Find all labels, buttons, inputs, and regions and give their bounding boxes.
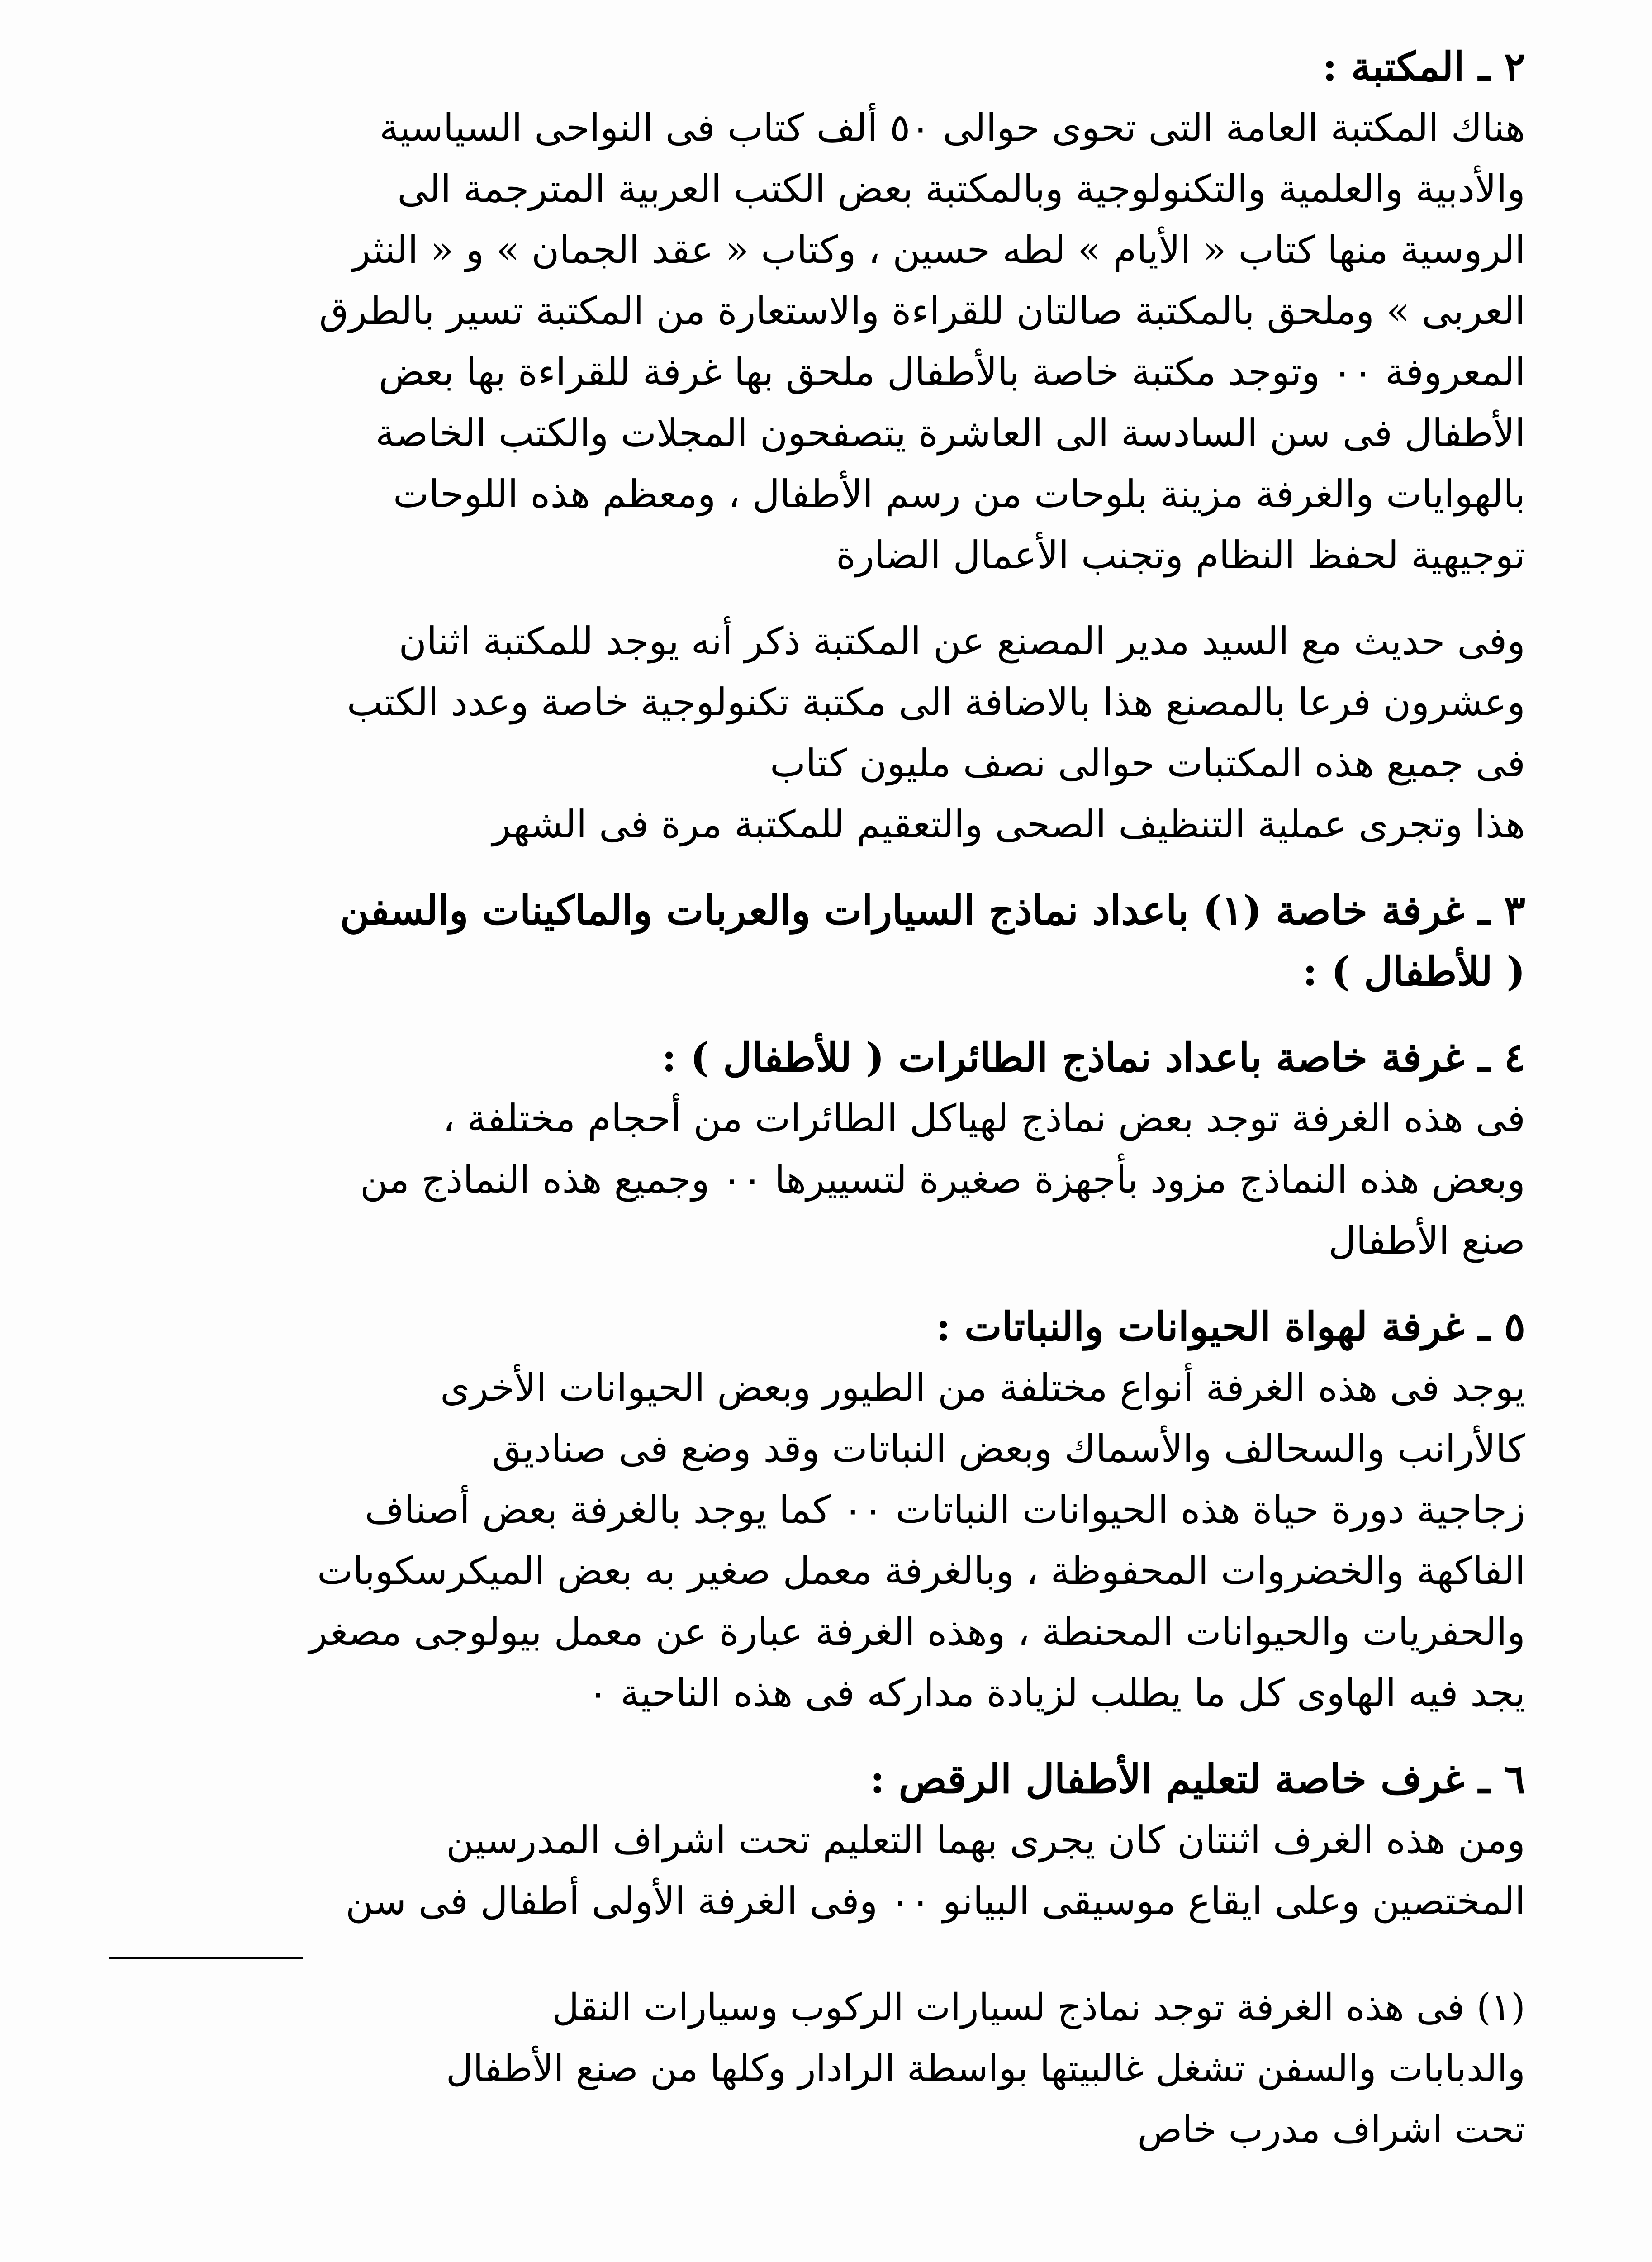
text-line: توجيهية لحفظ النظام وتجنب الأعمال الضارة (836, 533, 1525, 577)
text-line: يجد فيه الهاوى كل ما يطلب لزيادة مداركه فى هذه الناحية ٠ (588, 1671, 1525, 1715)
footnote (109, 1977, 1525, 2160)
text-line: يوجد فى هذه الغرفة أنواع مختلفة من الطيور وبعض الحيوانات الأخرى (440, 1365, 1525, 1410)
section-heading-animals-plants: ٥ ـ غرفة لهواة الحيوانات والنباتات : (935, 1303, 1525, 1350)
spacer (109, 1271, 1525, 1296)
text-line: صنع الأطفال (1328, 1218, 1525, 1263)
text-line: المعروفة ٠٠ وتوجد مكتبة خاصة بالأطفال ملحق بها غرفة للقراءة بها بعض (378, 350, 1525, 394)
page-body (109, 36, 1525, 2262)
section-library (109, 36, 1525, 586)
spacer (109, 1002, 1525, 1027)
text-line: وفى حديث مع السيد مدير المصنع عن المكتبة ذكر أنه يوجد للمكتبة اثنان (399, 619, 1525, 663)
text-line: الفاكهة والخضروات المحفوظة ، وبالغرفة معمل صغير به بعض الميكرسكوبات (317, 1549, 1525, 1593)
spacer (109, 855, 1525, 880)
text-line: هناك المكتبة العامة التى تحوى حوالى ٥٠ ألف كتاب فى النواحى السياسية (379, 105, 1525, 150)
text-line: والأدبية والعلمية والتكنولوجية وبالمكتبة بعض الكتب العربية المترجمة الى (397, 166, 1525, 211)
text-line: كالأرانب والسحالف والأسماك وبعض النباتات وقد وضع فى صناديق (492, 1426, 1525, 1471)
section-animals-plants-room (109, 1296, 1525, 1724)
section-heading-vehicle-models: ٣ ـ غرفة خاصة (١) باعداد نماذج السيارات والعربات والماكينات والسفن (340, 887, 1525, 934)
spacer (109, 586, 1525, 611)
text-line: والحفريات والحيوانات المحنطة ، وهذه الغرفة عبارة عن معمل بيولوجى مصغر (309, 1610, 1525, 1654)
text-line: هذا وتجرى عملية التنظيف الصحى والتعقيم للمكتبة مرة فى الشهر (492, 802, 1525, 846)
section-dance-rooms (109, 1749, 1525, 1932)
text-line: ومن هذه الغرف اثنتان كان يجرى بهما التعليم تحت اشراف المدرسين (446, 1818, 1525, 1862)
text-line: زجاجية دورة حياة هذه الحيوانات النباتات ٠٠ كما يوجد بالغرفة بعض أصناف (365, 1487, 1525, 1532)
spacer (109, 1724, 1525, 1749)
footnote-separator (109, 1932, 1525, 1977)
text-line: المختصين وعلى ايقاع موسيقى البيانو ٠٠ وفى الغرفة الأولى أطفال فى سن (345, 1879, 1525, 1923)
section-heading-dance-rooms: ٦ ـ غرف خاصة لتعليم الأطفال الرقص : (870, 1755, 1525, 1802)
text-line: بالهوايات والغرفة مزينة بلوحات من رسم الأطفال ، ومعظم هذه اللوحات (393, 472, 1525, 516)
section-heading-vehicle-models-cont: ( للأطفال ) : (1302, 948, 1525, 995)
footnote-line: (١) فى هذه الغرفة توجد نماذج لسيارات الركوب وسيارات النقل (552, 1986, 1525, 2029)
text-line: الأطفال فى سن السادسة الى العاشرة يتصفحون المجلات والكتب الخاصة (375, 411, 1525, 455)
section-heading-aircraft-models: ٤ ـ غرفة خاصة باعداد نماذج الطائرات ( للأطفال ) : (661, 1034, 1525, 1081)
text-line: الروسية منها كتاب « الأيام » لطه حسين ، وكتاب « عقد الجمان » و « النثر (352, 228, 1525, 272)
section-aircraft-models-room (109, 1027, 1525, 1271)
section-vehicle-models-room (109, 880, 1525, 1002)
footnote-line: والدبابات والسفن تشغل غالبيتها بواسطة الرادار وكلها من صنع الأطفال (446, 2047, 1525, 2090)
paragraph-manager-conversation (109, 611, 1525, 855)
text-line: وعشرون فرعا بالمصنع هذا بالاضافة الى مكتبة تكنولوجية خاصة وعدد الكتب (347, 680, 1525, 724)
footnote-line: تحت اشراف مدرب خاص (1137, 2108, 1525, 2151)
text-line: فى هذه الغرفة توجد بعض نماذج لهياكل الطائرات من أحجام مختلفة ، (442, 1096, 1525, 1141)
text-line: فى جميع هذه المكتبات حوالى نصف مليون كتاب (770, 741, 1525, 785)
section-heading-library: ٢ ـ المكتبة : (1322, 43, 1525, 90)
text-line: العربى » وملحق بالمكتبة صالتان للقراءة والاستعارة من المكتبة تسير بالطرق (319, 289, 1525, 333)
text-line: وبعض هذه النماذج مزود بأجهزة صغيرة لتسييرها ٠٠ وجميع هذه النماذج من (360, 1157, 1525, 1202)
footnote-rule (109, 1957, 303, 1959)
